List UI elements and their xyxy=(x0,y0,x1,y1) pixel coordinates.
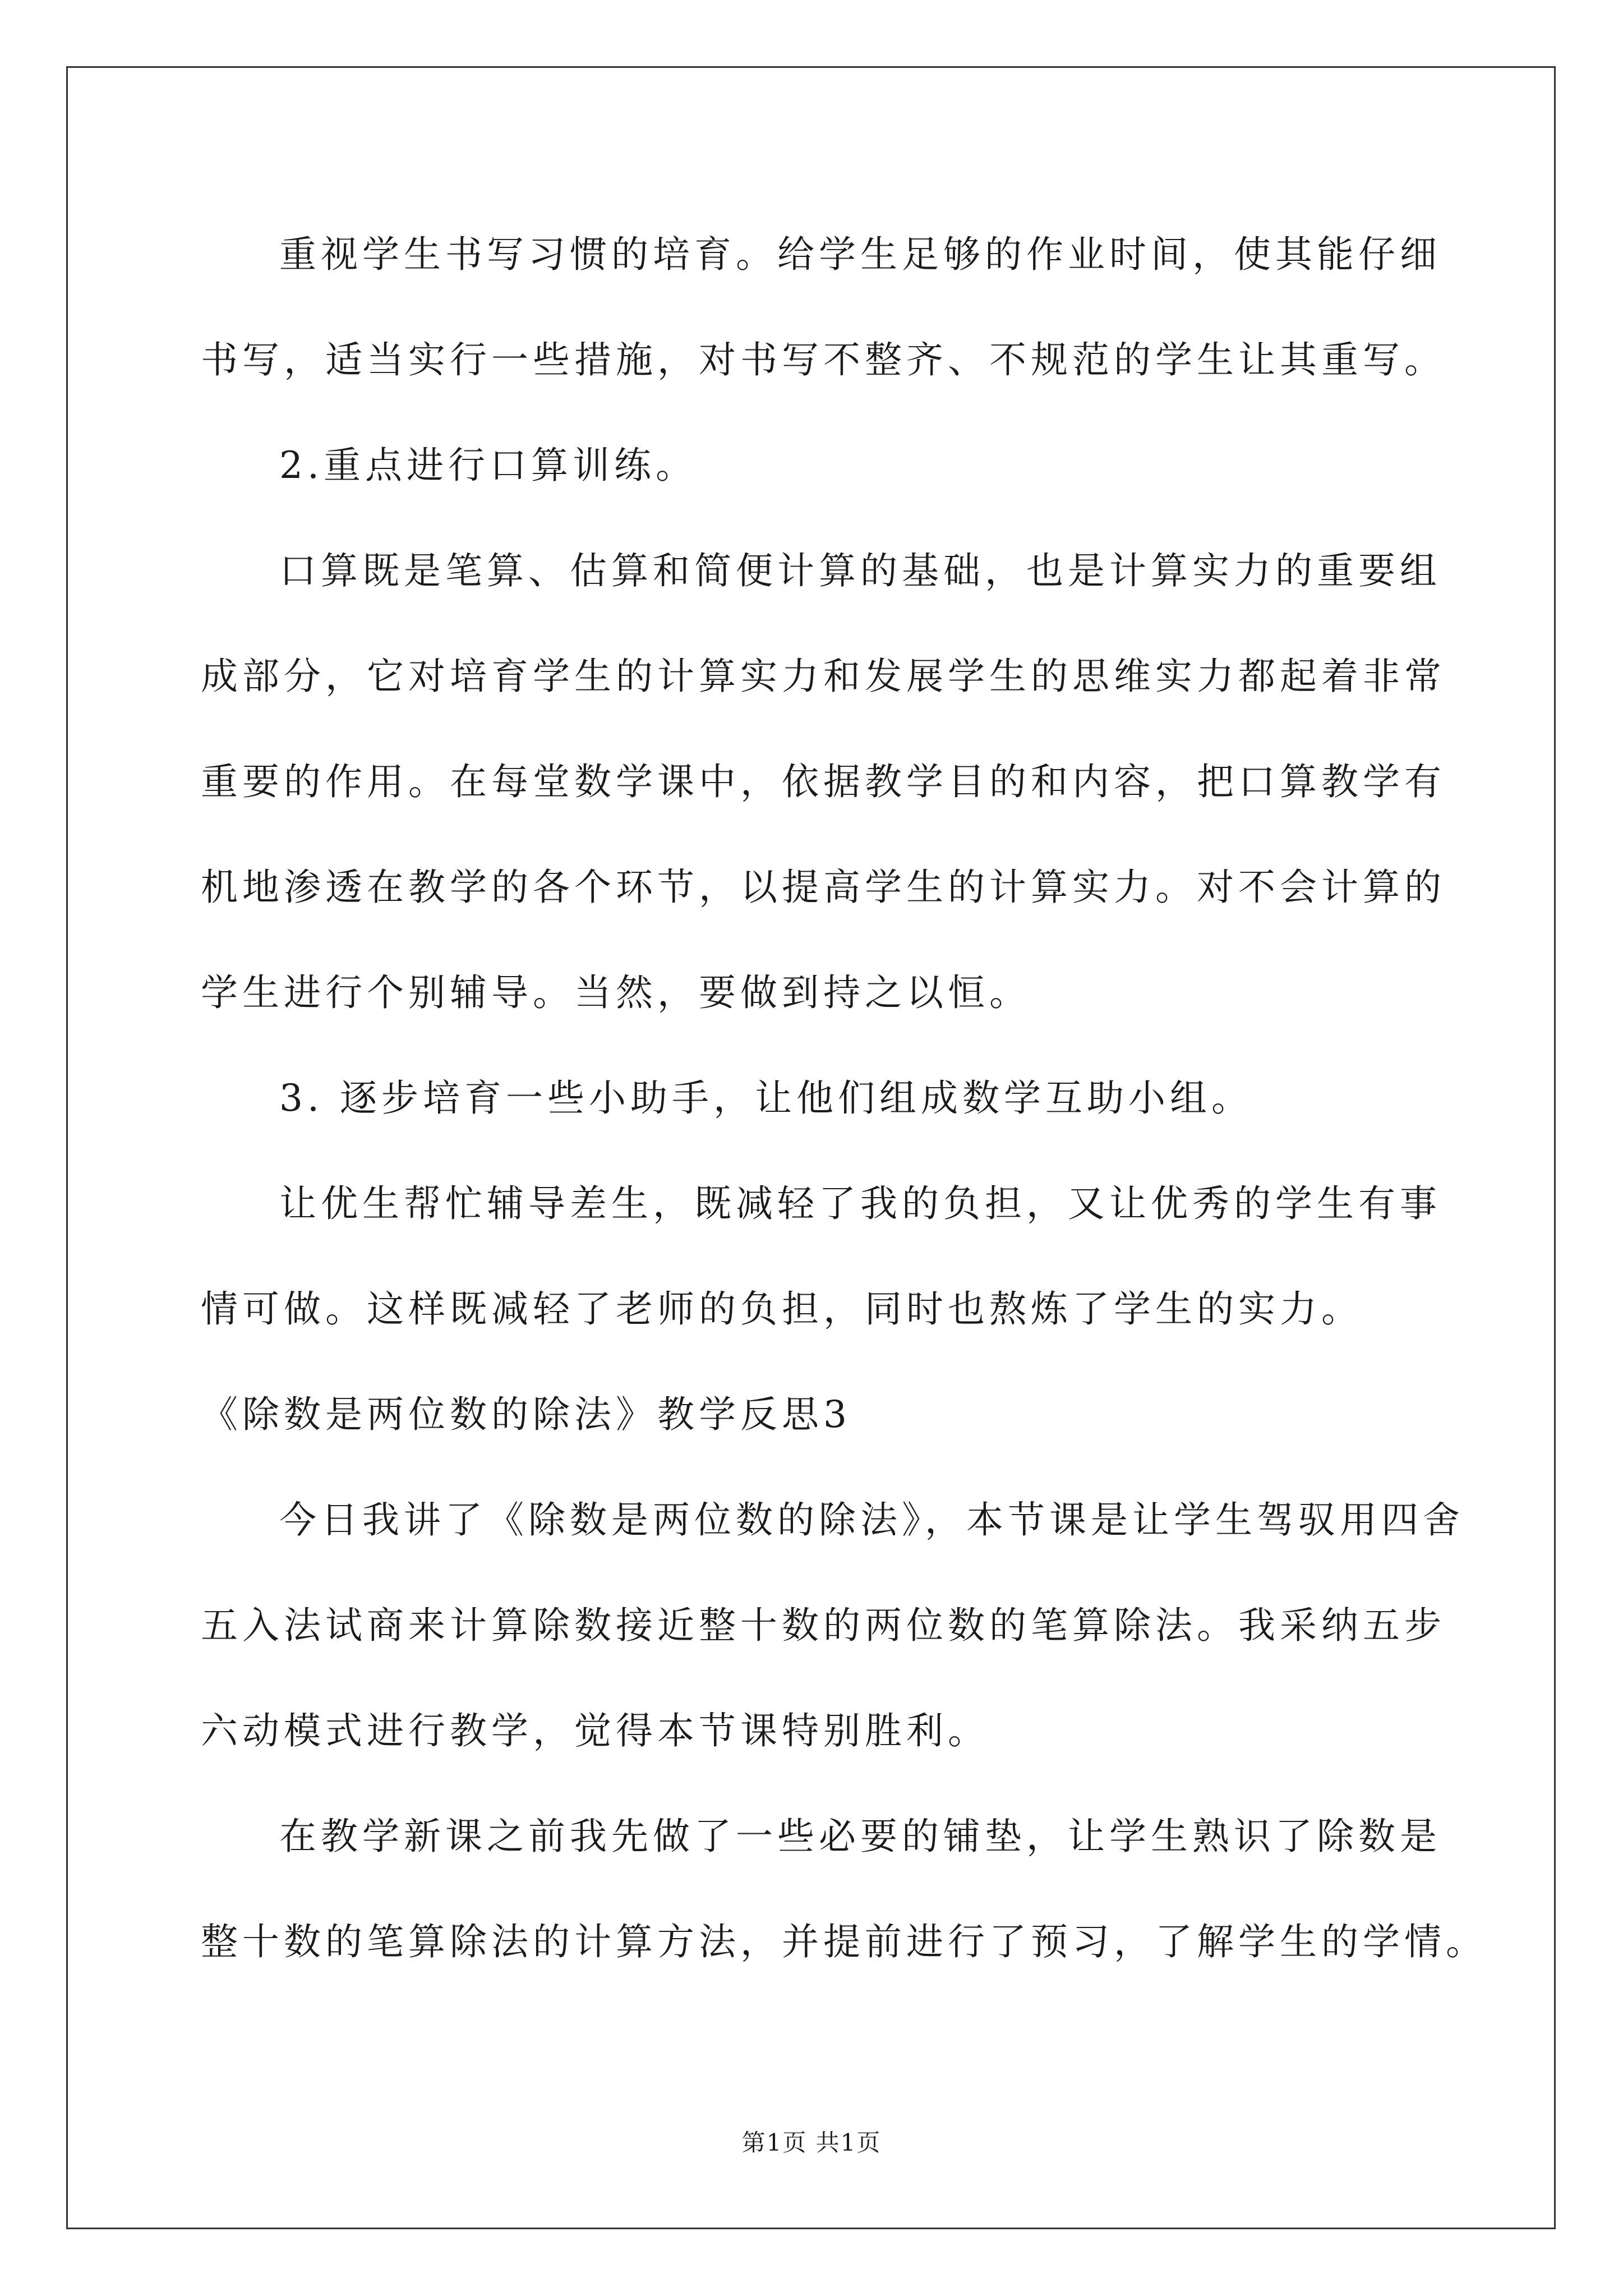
text-line: 在教学新课之前我先做了一些必要的铺垫，让学生熟识了除数是 xyxy=(279,1815,1441,1858)
text-line: 重视学生书写习惯的培育。给学生足够的作业时间，使其能仔细 xyxy=(279,233,1441,276)
document-body xyxy=(201,202,1487,1995)
text-line: 书写，适当实行一些措施，对书写不整齐、不规范的学生让其重写。 xyxy=(201,338,1446,381)
section-heading: 《除数是两位数的除法》教学反思3 xyxy=(201,1393,851,1436)
text-line: 重要的作用。在每堂数学课中，依据教学目的和内容，把口算教学有 xyxy=(201,760,1446,803)
text-line: 让优生帮忙辅导差生，既减轻了我的负担，又让优秀的学生有事 xyxy=(279,1182,1441,1225)
text-line: 整十数的笔算除法的计算方法，并提前进行了预习，了解学生的学情。 xyxy=(201,1920,1487,1963)
text-line: 五入法试商来计算除数接近整十数的两位数的笔算除法。我采纳五步 xyxy=(201,1604,1446,1647)
text-line: 2.重点进行口算训练。 xyxy=(279,444,697,487)
text-line: 今日我讲了《除数是两位数的除法》，本节课是让学生驾驭用四舍 xyxy=(279,1498,1464,1542)
text-line: 情可做。这样既减轻了老师的负担，同时也熬炼了学生的实力。 xyxy=(201,1287,1363,1331)
page-number: 第1页 共1页 xyxy=(741,2129,882,2156)
text-line: 口算既是笔算、估算和简便计算的基础，也是计算实力的重要组 xyxy=(279,549,1441,592)
text-line: 六动模式进行教学，觉得本节课特别胜利。 xyxy=(201,1709,989,1752)
text-line: 机地渗透在教学的各个环节，以提高学生的计算实力。对不会计算的 xyxy=(201,866,1446,909)
text-line: 3. 逐步培育一些小助手，让他们组成数学互助小组。 xyxy=(279,1076,1253,1120)
text-line: 成部分，它对培育学生的计算实力和发展学生的思维实力都起着非常 xyxy=(201,655,1446,698)
text-line: 学生进行个别辅导。当然，要做到持之以恒。 xyxy=(201,971,1031,1014)
